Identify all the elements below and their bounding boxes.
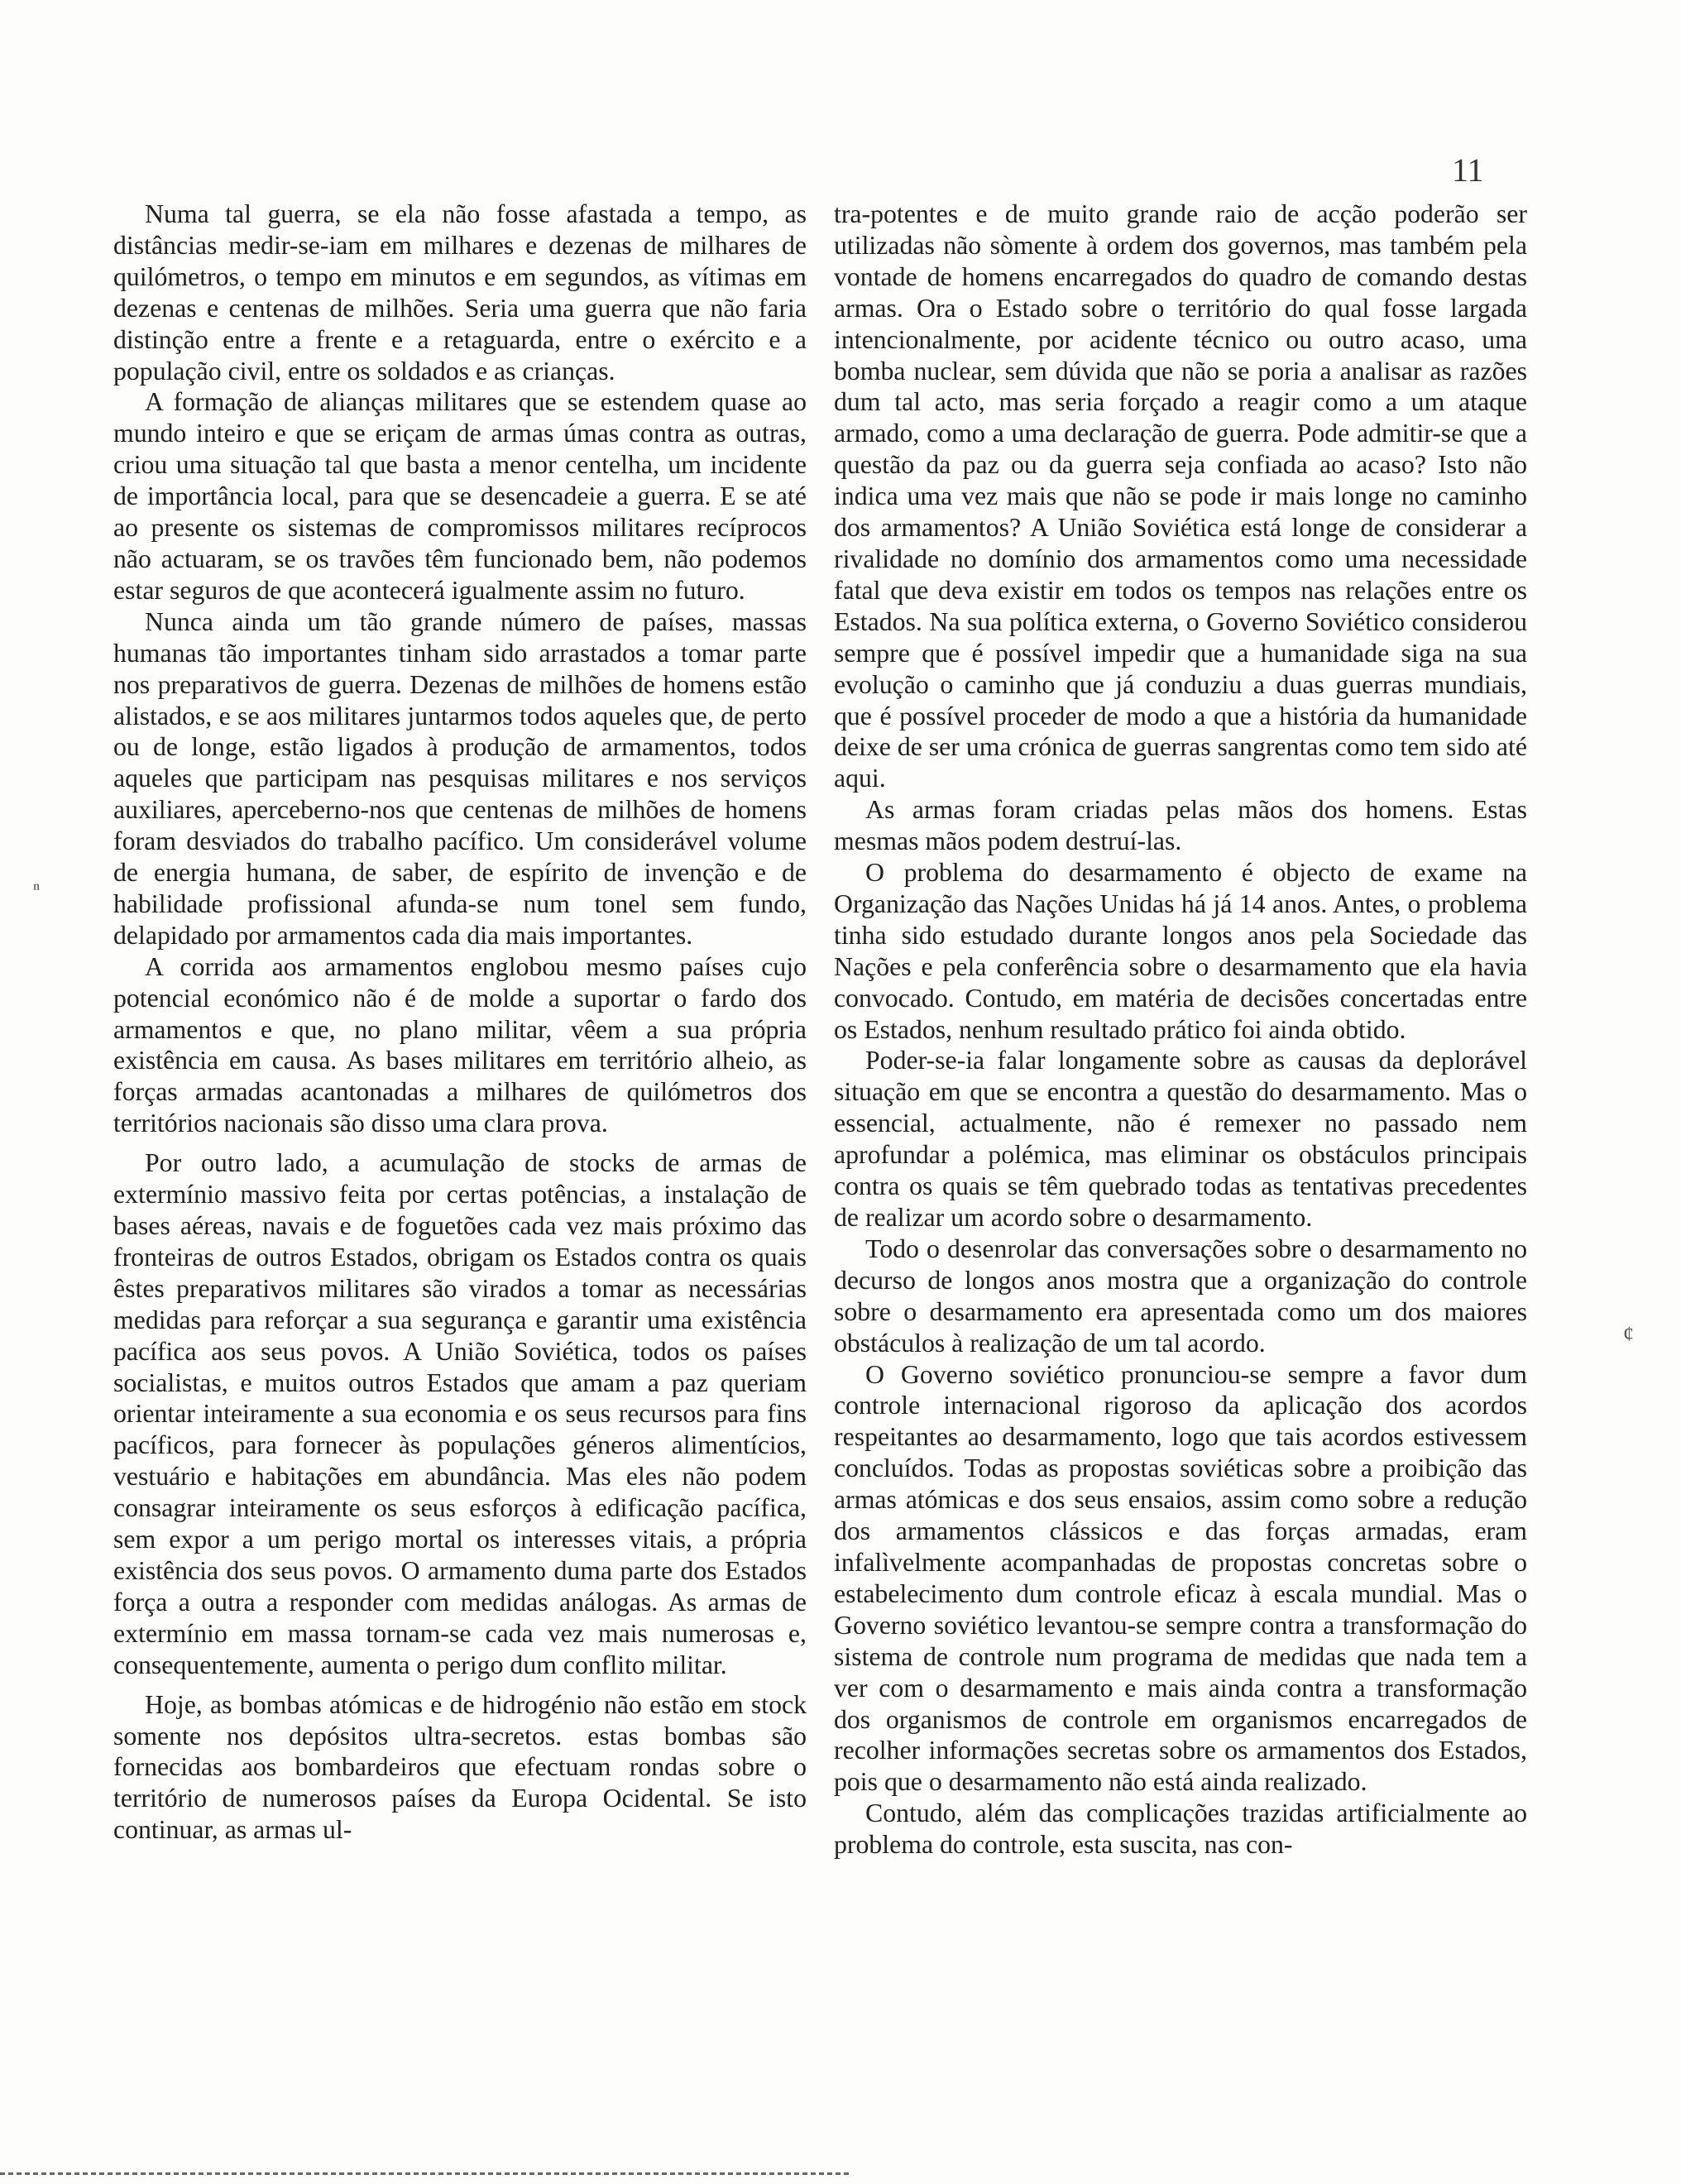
paragraph: Nunca ainda um tão grande número de países, massas humanas tão importantes tinham sido arrastados a tomar parte nos preparativos de guerra. Dezenas de milhões de homens estão alistados, e se aos militares juntarmos todos aqueles que, de perto ou de longe, estão ligados à produção de armamentos, todos aqueles que participam nas pesquisas militares e nos serviços auxiliares, aperceberno-nos que centenas de milhões de homens foram desviados do trabalho pacífico. Um considerável volume de energia humana, de saber, de espírito de invenção e de habilidade profissional afunda-se num tonel sem fundo, delapidado por armamentos cada dia mais importantes. — [113, 606, 807, 950]
page-number: 11 — [1452, 151, 1484, 189]
paragraph: Contudo, além das complicações trazidas artificialmente ao problema do controle, esta suscita, nas con- — [834, 1798, 1527, 1860]
right-text-column — [834, 199, 1527, 1861]
bottom-edge-rule — [0, 2172, 852, 2175]
paragraph: O problema do desarmamento é objecto de exame na Organização das Nações Unidas há já 14 anos. Antes, o problema tinha sido estudado durante longos anos pela Sociedade das Nações e pela conferência sobre o desarmamento que ela havia convocado. Contudo, em matéria de decisões concertadas entre os Estados, nenhum resultado prático foi ainda obtido. — [834, 858, 1527, 1044]
paragraph: A formação de alianças militares que se estendem quase ao mundo inteiro e que se eriçam de armas úmas contra as outras, criou uma situação tal que basta a menor centelha, um incidente de importância local, para que se desencadeie a guerra. E se até ao presente os sistemas de compromissos militares recíprocos não actuaram, se os travões têm funcionado bem, não podemos estar seguros de que acontecerá igualmente assim no futuro. — [113, 387, 807, 605]
paragraph: As armas foram criadas pelas mãos dos homens. Estas mesmas mãos podem destruí-las. — [834, 795, 1527, 856]
paragraph: Hoje, as bombas atómicas e de hidrogénio não estão em stock somente nos depósitos ultra-secretos. estas bombas são fornecidas aos bombardeiros que efectuam rondas sobre o território de numerosos países da Europa Ocidental. Se isto continuar, as armas ul- — [113, 1689, 807, 1845]
paragraph: O Governo soviético pronunciou-se sempre a favor dum controle internacional rigoroso da aplicação dos acordos respeitantes ao desarmamento, logo que tais acordos estivessem concluídos. Todas as propostas soviéticas sobre a proibição das armas atómicas e dos seus ensaios, assim como sobre a redução dos armamentos clássicos e das forças armadas, eram infalìvelmente acompanhadas de propostas concretas sobre o estabelecimento dum controle eficaz à escala mundial. Mas o Governo soviético levantou-se sempre contra a transformação do sistema de controle num programa de medidas que nada tem a ver com o desarmamento e mais ainda contra a transformação dos organismos de controle em organismos encarregados de recolher informações secretas sobre os armamentos dos Estados, pois que o desarmamento não está ainda realizado. — [834, 1359, 1527, 1797]
paragraph: Todo o desenrolar das conversações sobre o desarmamento no decurso de longos anos mostra que a organização do controle sobre o desarmamento era apresentada como um dos maiores obstáculos à realização de um tal acordo. — [834, 1233, 1527, 1358]
paragraph: Por outro lado, a acumulação de stocks de armas de extermínio massivo feita por certas potências, a instalação de bases aéreas, navais e de foguetões cada vez mais próximo das fronteiras de outros Estados, obrigam os Estados contra os quais êstes preparativos militares são virados a tomar as necessárias medidas para reforçar a sua segurança e garantir uma existência pacífica aos seus povos. A União Soviética, todos os países socialistas, e muitos outros Estados que amam a paz queriam orientar inteiramente a sua economia e os seus recursos para fins pacíficos, para fornecer às populações géneros alimentícios, vestuário e habitações em abundância. Mas eles não podem consagrar inteiramente os seus esforços à edificação pacífica, sem expor a um perigo mortal os interesses vitais, a própria existência dos seus povos. O armamento duma parte dos Estados força a outra a responder com medidas análogas. As armas de extermínio em massa tornam-se cada vez mais numerosas e, consequentemente, aumenta o perigo dum conflito militar. — [113, 1148, 807, 1679]
paragraph: Poder-se-ia falar longamente sobre as causas da deplorável situação em que se encontra a questão do desarmamento. Mas o essencial, actualmente, não é remexer no passado nem aprofundar a polémica, mas eliminar os obstáculos principais contra os quais se têm quebrado todas as tentativas precedentes de realizar um acordo sobre o desarmamento. — [834, 1046, 1527, 1232]
paragraph: A corrida aos armamentos englobou mesmo países cujo potencial económico não é de molde a suportar o fardo dos armamentos e que, no plano militar, vêem a sua própria existência em causa. As bases militares em território alheio, as forças armadas acantonadas a milhares de quilómetros dos territórios nacionais são disso uma clara prova. — [113, 951, 807, 1138]
margin-mark-right: ¢ — [1623, 1322, 1634, 1346]
paragraph: tra-potentes e de muito grande raio de acção poderão ser utilizadas não sòmente à ordem dos governos, mas também pela vontade de homens encarregados do quadro de comando destas armas. Ora o Estado sobre o território do qual fosse largada intencionalmente, por acidente técnico ou outro acaso, uma bomba nuclear, sem dúvida que não se poria a analisar as razões dum tal acto, mas seria forçado a reagir como a um ataque armado, como a uma declaração de guerra. Pode admitir-se que a questão da paz ou da guerra seja confiada ao acaso? Isto não indica uma vez mais que não se pode ir mais longe no caminho dos armamentos? A União Soviética está longe de considerar a rivalidade no domínio dos armamentos como uma necessidade fatal que deva existir em todos os tempos nas relações entre os Estados. Na sua política externa, o Governo Soviético considerou sempre que é possível impedir que a humanidade siga na sua evolução o caminho que já conduziu a duas guerras mundiais, que é possível proceder de modo a que a história da humanidade deixe de ser uma crónica de guerras sangrentas como tem sido até aqui. — [834, 199, 1527, 793]
paragraph: Numa tal guerra, se ela não fosse afastada a tempo, as distâncias medir-se-iam em milhares e dezenas de milhares de quilómetros, o tempo em minutos e em segundos, as vítimas em dezenas e centenas de milhões. Seria uma guerra que não faria distinção entre a frente e a retaguarda, entre o exército e a população civil, entre os soldados e as crianças. — [113, 199, 807, 386]
left-text-column — [113, 199, 807, 1846]
margin-mark-left: ⁿ — [33, 877, 41, 901]
